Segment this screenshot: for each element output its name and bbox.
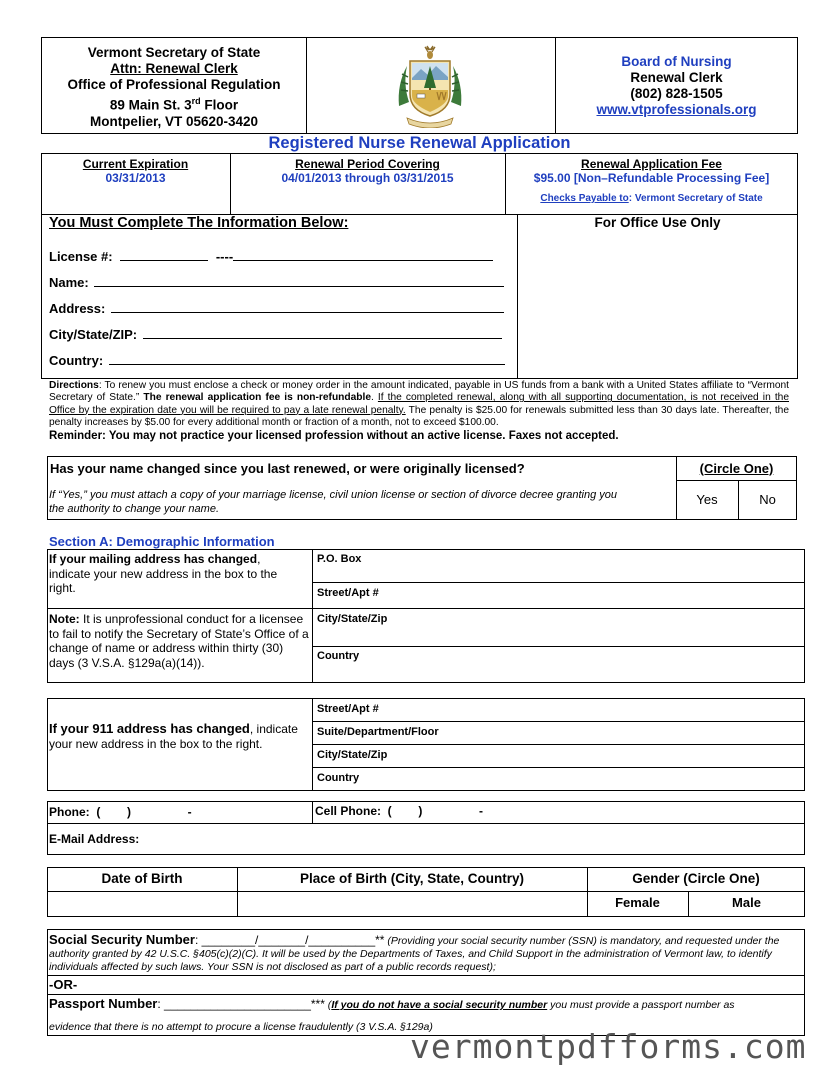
po-box-field[interactable]: P.O. Box	[317, 553, 362, 565]
ssn-hline-2	[47, 994, 805, 995]
header-right-board	[556, 54, 797, 118]
fee-label: Renewal Application Fee	[581, 157, 722, 171]
address-911-hline-2	[312, 744, 805, 745]
mailing-hline-3	[312, 646, 805, 647]
name-change-question: Has your name changed since you last renewed, or were originally licensed?	[50, 461, 525, 476]
ssn-hline-1	[47, 975, 805, 976]
country-field-mailing[interactable]: Country	[317, 650, 360, 662]
expiration-label: Current Expiration	[82, 157, 189, 171]
unprofessional-note: Note: It is unprofessional conduct for a licensee to fail to notify the Secretary of State’s Office of a change of name or address within thirty (30) days (3 V.S.A. §129a(a)(14)).	[49, 612, 309, 670]
date-of-birth-label: Date of Birth	[101, 871, 183, 886]
date-of-birth-field[interactable]	[48, 892, 236, 916]
mailing-hline-1	[312, 582, 805, 583]
no-option[interactable]: No	[759, 492, 776, 507]
complete-heading: You Must Complete The Information Below:	[49, 215, 349, 231]
phone-field[interactable]: Phone: ( ) -	[49, 805, 192, 819]
passport-label: Passport Number	[49, 996, 158, 1011]
street-apt-911-field[interactable]: Street/Apt #	[317, 703, 379, 715]
address-911-instructions: If your 911 address has changed, indicate your new address in the box to the right.	[49, 721, 298, 751]
address-911-hline-1	[312, 721, 805, 722]
board-phone: (802) 828-1505	[630, 86, 723, 101]
city-state-zip-field[interactable]: City/State/Zip	[317, 613, 388, 625]
renewal-period	[230, 157, 505, 185]
header-left-line1: Vermont Secretary of State	[87, 45, 261, 60]
country-row	[49, 353, 505, 368]
ssn-note: (Providing your social security number (SSN) is mandatory, and requested under the authority granted by 42 U.S.C. §405(c)(2)(C). It will be used by the Departments of Taxes, and Child Support in the administration of Vermont law, to identify individuals affected by such laws. Your SSN is not disclosed as part of a public records request);	[49, 935, 780, 973]
header-left-line5: Montpelier, VT 05620-3420	[89, 113, 259, 129]
name-row	[49, 275, 504, 290]
mailing-divider	[312, 549, 313, 683]
circle-one-label: (Circle One)	[699, 461, 774, 476]
country-label: Country:	[49, 353, 104, 368]
license-label: License #:	[49, 249, 113, 264]
country-field[interactable]	[109, 364, 505, 365]
vermont-seal-logo	[393, 44, 467, 128]
city-state-zip-911-field[interactable]: City/State/Zip	[317, 749, 388, 761]
header-left-line4: 89 Main St. 3rd Floor	[109, 96, 239, 113]
office-use-label: For Office Use Only	[594, 215, 721, 230]
office-use-divider	[517, 214, 518, 379]
period-value: 04/01/2013 through 03/31/2015	[281, 171, 454, 185]
website-link[interactable]: www.vtprofessionals.org	[596, 102, 757, 117]
passport-row: Passport Number: ______________________*** (If you do not have a social security number you must provide a passport number as	[49, 996, 735, 1011]
license-number-field[interactable]	[233, 260, 493, 261]
mailing-hline-2	[47, 608, 805, 609]
reminder-text: Reminder: You may not practice your licensed profession without an active license. Faxes not accepted.	[49, 430, 619, 443]
ssn-row	[49, 933, 801, 974]
board-name: Board of Nursing	[621, 54, 732, 69]
period-label: Renewal Period Covering	[295, 157, 440, 171]
current-expiration	[41, 157, 230, 185]
license-prefix-field[interactable]	[120, 260, 208, 261]
email-field[interactable]: E-Mail Address:	[49, 832, 140, 846]
male-option[interactable]: Male	[732, 895, 761, 910]
renewal-clerk: Renewal Clerk	[630, 70, 723, 85]
header-left-line2: Attn: Renewal Clerk	[110, 61, 238, 76]
place-of-birth-field[interactable]	[238, 892, 586, 916]
license-dashes: ----	[215, 249, 234, 264]
form-title: Registered Nurse Renewal Application	[268, 134, 571, 152]
passport-note-2: evidence that there is no attempt to procure a license fraudulently (3 V.S.A. §129a)	[49, 1021, 433, 1033]
header-left-line3: Office of Professional Regulation	[67, 77, 281, 92]
ssn-label: Social Security Number	[49, 932, 195, 947]
watermark-text: vermontpdfforms.com	[410, 1027, 807, 1066]
name-field[interactable]	[94, 286, 504, 287]
name-change-hline	[676, 480, 797, 481]
street-apt-field[interactable]: Street/Apt #	[317, 587, 379, 599]
ssn-field[interactable]: : ________/_______/__________**	[194, 933, 385, 947]
mailing-instructions: If your mailing address has changed, indicate your new address in the box to the right.	[49, 552, 278, 595]
directions-text: Directions: To renew you must enclose a check or money order in the amount indicated, payable in US funds from a bank with a United States affiliate to “Vermont Secretary of State.” The renewal application fee is non-refundable. If the completed renewal, along with all supporting documentation, is not received in the Office by the expiration date you will be required to pay a late renewal penalty. The penalty is $25.00 for renewals submitted less than 30 days late. Thereafter, the penalty increases by $5.00 for every additional month or fraction of a month, not to exceed $100.00. Reminder: You may not practice your licensed profession without an active license. Faxes not accepted.	[49, 380, 789, 443]
name-change-note: If “Yes,” you must attach a copy of your marriage license, civil union license or section of divorce decree granting you the authority to change your name.	[49, 489, 618, 515]
place-of-birth-label: Place of Birth (City, State, Country)	[299, 871, 525, 886]
passport-field[interactable]: : ______________________***	[157, 997, 325, 1011]
gender-label: Gender (Circle One)	[632, 871, 760, 886]
checks-payable: Checks Payable to: Vermont Secretary of State	[540, 193, 763, 204]
phone-divider	[312, 801, 313, 823]
address-row	[49, 301, 504, 316]
header-divider-1	[306, 37, 307, 134]
country-911-field[interactable]: Country	[317, 772, 360, 784]
license-row	[49, 249, 493, 264]
address-label: Address:	[49, 301, 106, 316]
renewal-fee	[505, 157, 798, 206]
female-option[interactable]: Female	[615, 895, 660, 910]
or-separator: -OR-	[49, 977, 78, 992]
fee-value: $95.00 [Non–Refundable Processing Fee]	[533, 171, 770, 185]
address-911-hline-3	[312, 767, 805, 768]
city-field[interactable]	[143, 338, 502, 339]
city-label: City/State/ZIP:	[49, 327, 138, 342]
address-field[interactable]	[111, 312, 504, 313]
expiration-value: 03/31/2013	[105, 171, 166, 185]
yes-option[interactable]: Yes	[696, 492, 718, 507]
name-label: Name:	[49, 275, 89, 290]
header-left-address	[42, 45, 306, 130]
section-a-heading: Section A: Demographic Information	[49, 534, 275, 549]
city-row	[49, 327, 502, 342]
contact-hline	[47, 823, 805, 824]
cell-phone-field[interactable]: Cell Phone: ( ) -	[315, 804, 484, 818]
suite-field[interactable]: Suite/Department/Floor	[317, 726, 439, 738]
